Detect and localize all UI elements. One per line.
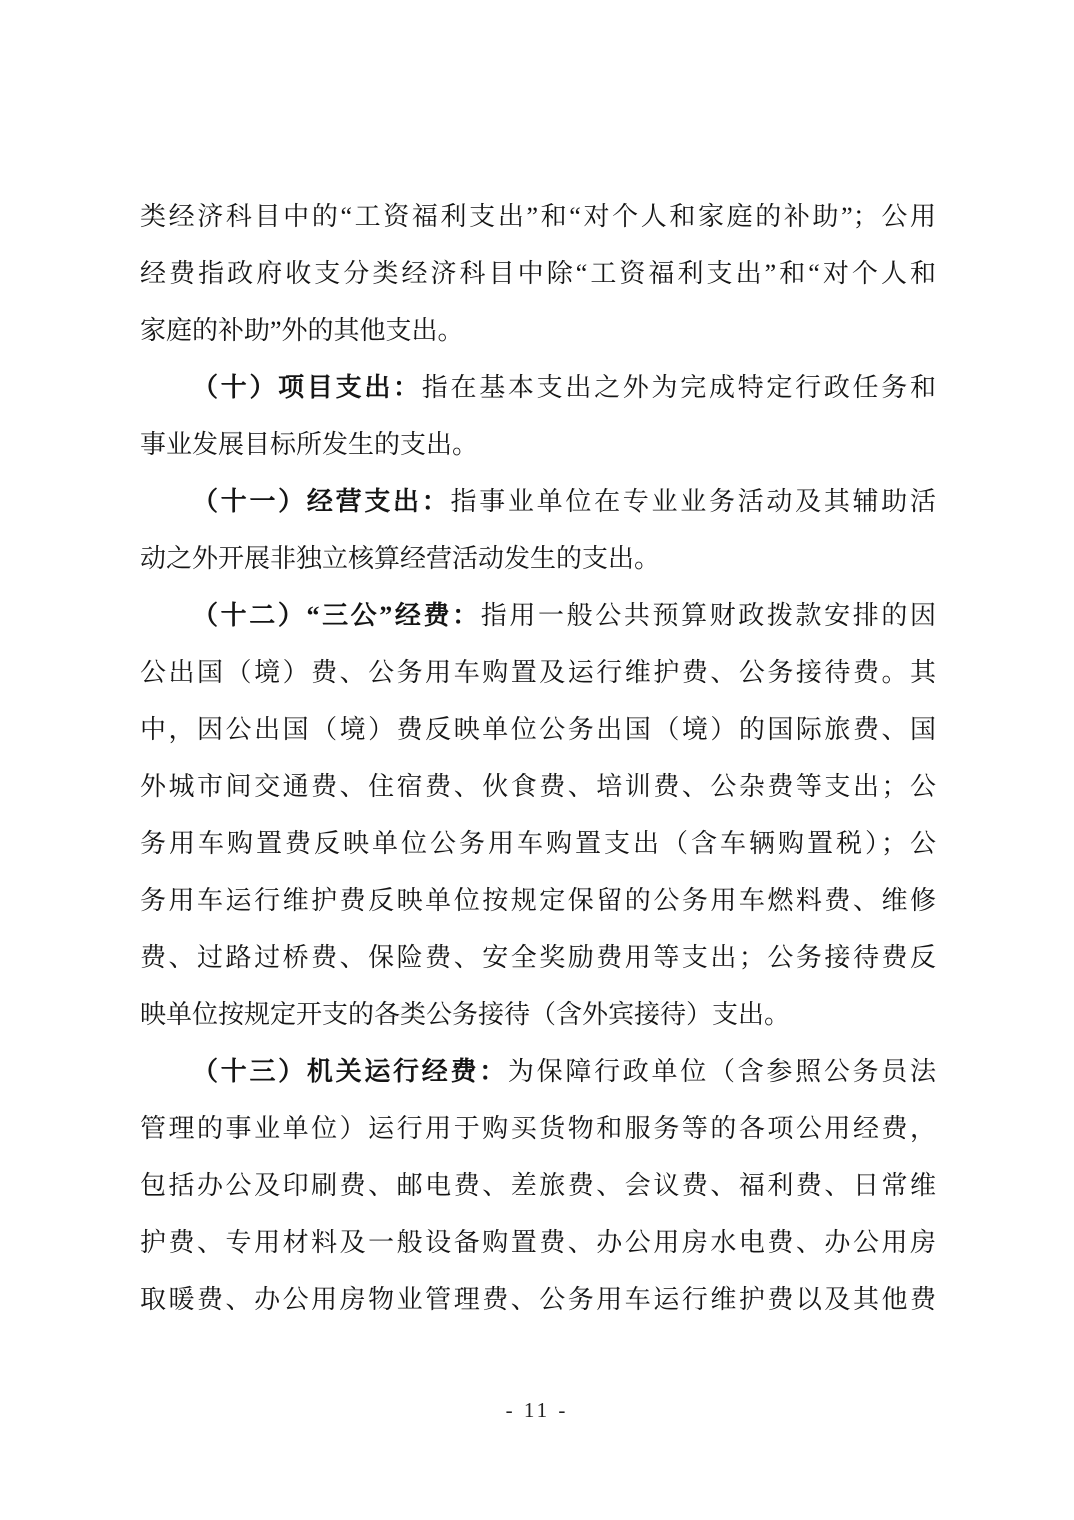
para-11-operating-expenditure bbox=[140, 473, 936, 587]
text-line bbox=[140, 815, 936, 872]
text-line bbox=[140, 473, 936, 530]
term-bold: （十二）“三公”经费： bbox=[192, 601, 481, 630]
text-segment: 公出国（境）费、公务用车购置及运行维护费、公务接待费。其 bbox=[140, 658, 936, 687]
text-line bbox=[140, 929, 936, 986]
term-bold: （十三）机关运行经费： bbox=[192, 1057, 508, 1086]
para-12-three-public-funds bbox=[140, 587, 936, 1043]
text-segment: 取暖费、办公用房物业管理费、公务用车运行维护费以及其他费 bbox=[140, 1285, 936, 1314]
text-line bbox=[140, 1157, 936, 1214]
text-segment: 映单位按规定开支的各类公务接待（含外宾接待）支出。 bbox=[140, 1000, 791, 1029]
text-segment: 费、过路过桥费、保险费、安全奖励费用等支出；公务接待费反 bbox=[140, 943, 936, 972]
text-segment: 包括办公及印刷费、邮电费、差旅费、会议费、福利费、日常维 bbox=[140, 1171, 936, 1200]
text-line bbox=[140, 245, 936, 302]
text-line bbox=[140, 1043, 936, 1100]
text-segment: 指在基本支出之外为完成特定行政任务和 bbox=[421, 373, 936, 402]
text-line bbox=[140, 1271, 936, 1328]
text-line bbox=[140, 1100, 936, 1157]
text-line bbox=[140, 416, 936, 473]
text-line bbox=[140, 587, 936, 644]
text-line bbox=[140, 1214, 936, 1271]
term-bold: （十一）经营支出： bbox=[192, 487, 451, 516]
para-10-project-expenditure bbox=[140, 359, 936, 473]
text-segment: 为保障行政单位（含参照公务员法 bbox=[507, 1057, 936, 1086]
text-segment: 经费指政府收支分类经济科目中除“工资福利支出”和“对个人和 bbox=[140, 259, 936, 288]
page-number: - 11 - bbox=[505, 1398, 569, 1422]
text-line bbox=[140, 188, 936, 245]
document-body bbox=[140, 188, 936, 1328]
text-line bbox=[140, 359, 936, 416]
text-segment: 指用一般公共预算财政拨款安排的因 bbox=[480, 601, 936, 630]
text-segment: 护费、专用材料及一般设备购置费、办公用房水电费、办公用房 bbox=[140, 1228, 936, 1257]
text-segment: 动之外开展非独立核算经营活动发生的支出。 bbox=[140, 544, 661, 573]
text-segment: 家庭的补助”外的其他支出。 bbox=[140, 316, 464, 345]
text-line bbox=[140, 986, 936, 1043]
text-line bbox=[140, 872, 936, 929]
para-13-agency-operation-funds bbox=[140, 1043, 936, 1328]
text-segment: 务用车运行维护费反映单位按规定保留的公务用车燃料费、维修 bbox=[140, 886, 936, 915]
para-basic-expense-economic-class bbox=[140, 188, 936, 359]
text-segment: 外城市间交通费、住宿费、伙食费、培训费、公杂费等支出；公 bbox=[140, 772, 936, 801]
text-line bbox=[140, 644, 936, 701]
term-bold: （十）项目支出： bbox=[192, 373, 422, 402]
text-line bbox=[140, 530, 936, 587]
text-segment: 指事业单位在专业业务活动及其辅助活 bbox=[450, 487, 936, 516]
text-line bbox=[140, 701, 936, 758]
text-segment: 类经济科目中的“工资福利支出”和“对个人和家庭的补助”；公用 bbox=[140, 202, 936, 231]
text-line bbox=[140, 758, 936, 815]
text-segment: 管理的事业单位）运行用于购买货物和服务等的各项公用经费， bbox=[140, 1114, 936, 1143]
text-line bbox=[140, 302, 936, 359]
text-segment: 务用车购置费反映单位公务用车购置支出（含车辆购置税）；公 bbox=[140, 829, 936, 858]
text-segment: 事业发展目标所发生的支出。 bbox=[140, 430, 479, 459]
text-segment: 中，因公出国（境）费反映单位公务出国（境）的国际旅费、国 bbox=[140, 715, 936, 744]
